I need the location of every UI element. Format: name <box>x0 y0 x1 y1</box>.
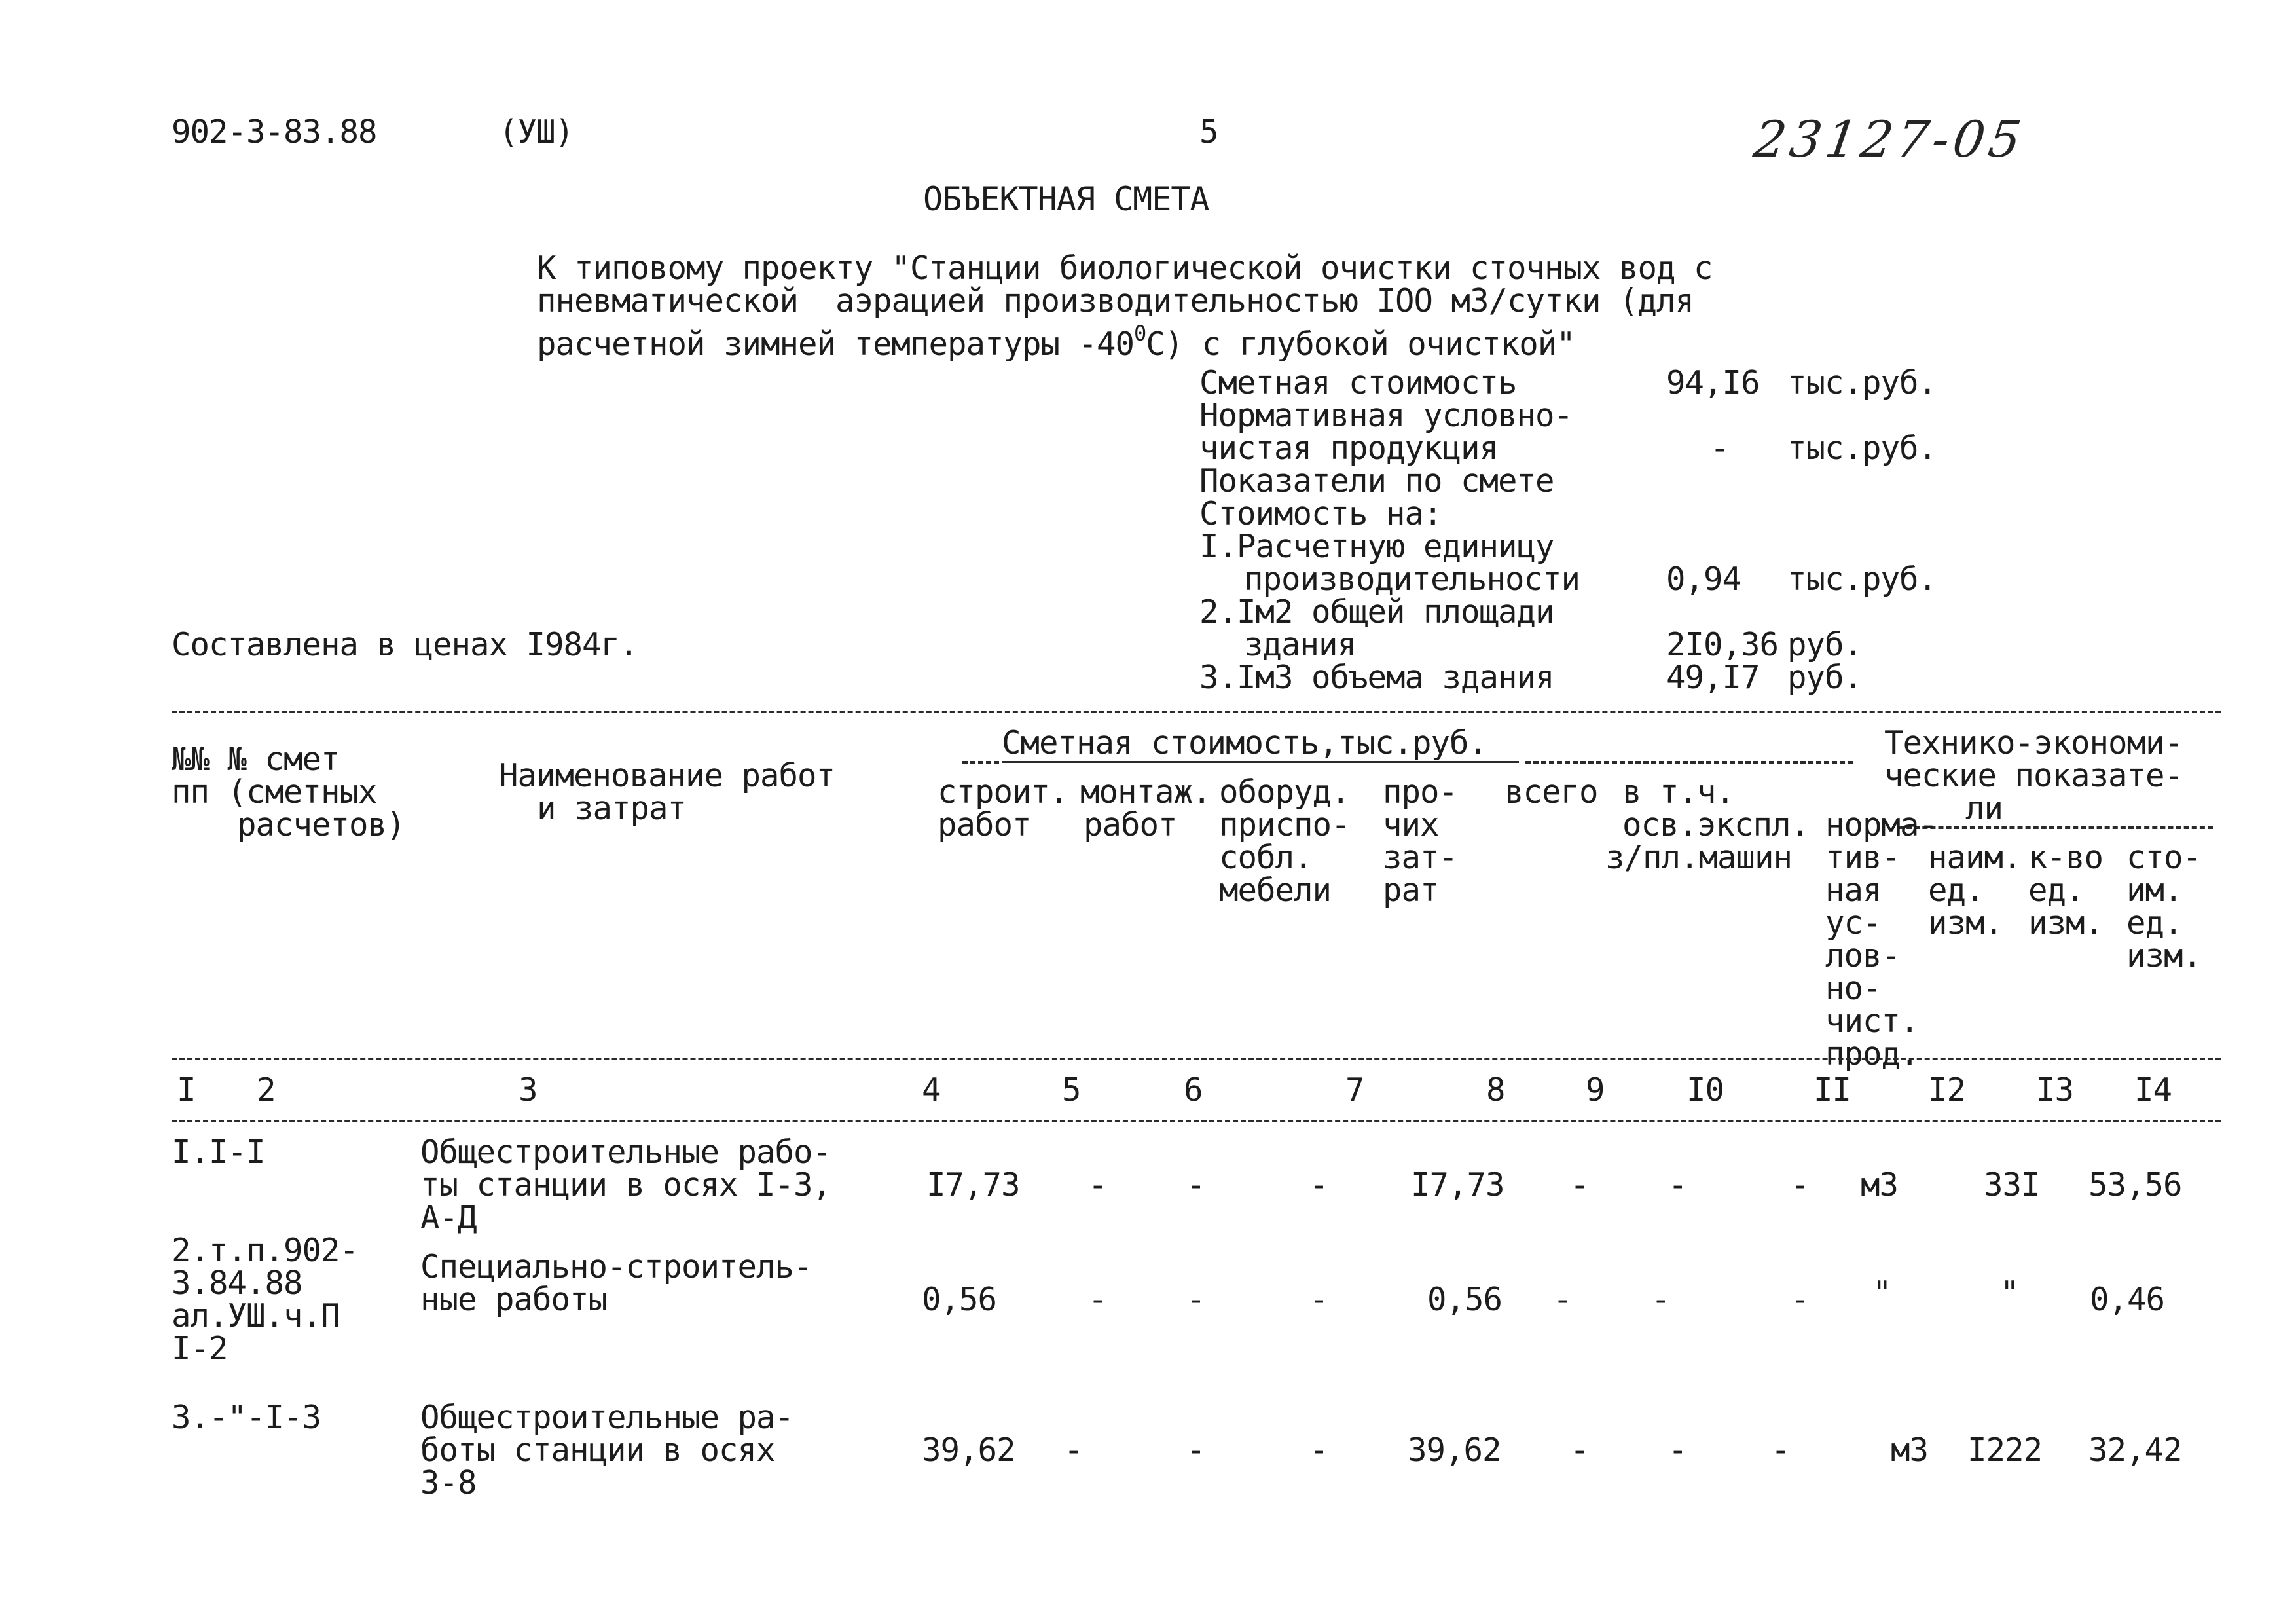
col3-header-line1: Наименование работ <box>499 757 835 794</box>
col1-header-line1: №№ № смет <box>172 741 340 778</box>
document-title: ОБЪЕКТНАЯ СМЕТА <box>923 180 1209 218</box>
col6-header-line4: мебели <box>1219 872 1332 909</box>
col11-header-line7: чист. <box>1825 1003 1919 1040</box>
row1-other-cost: - <box>1309 1166 1328 1204</box>
col9-header-line2: осв.экспл. <box>1622 806 1810 843</box>
item1-label-2: производительности <box>1244 561 1580 598</box>
row2-other-cost: - <box>1309 1281 1328 1318</box>
item1-unit: тыс.руб. <box>1787 561 1937 598</box>
row2-machine-wages: - <box>1553 1281 1572 1318</box>
row3-name-line1: Общестроительные ра- <box>420 1399 794 1436</box>
column-number-10: I0 <box>1686 1071 1724 1109</box>
row2-number-line3: ал.УШ.ч.П <box>172 1297 340 1335</box>
row2-unit-name: " <box>1872 1274 1891 1312</box>
cost-group-underline <box>1002 761 1519 763</box>
col12-header-line3: изм. <box>1928 904 2003 942</box>
row3-machine-wages: - <box>1570 1431 1589 1469</box>
net-value: - <box>1710 430 1729 467</box>
column-number-8: 8 <box>1486 1071 1505 1109</box>
cost-label: Сметная стоимость <box>1199 364 1517 401</box>
row2-equipment-cost: - <box>1186 1281 1205 1318</box>
col1-header-line3: расчетов) <box>237 806 405 843</box>
row3-unit-quantity: I222 <box>1967 1431 2043 1469</box>
row2-number-line1: 2.т.п.902- <box>172 1232 359 1269</box>
tech-group-header-line2: ческие показате- <box>1884 757 2183 794</box>
row1-net-product: - <box>1791 1166 1810 1204</box>
net-unit: тыс.руб. <box>1787 430 1937 467</box>
row1-equipment-cost: - <box>1186 1166 1205 1204</box>
col4-header-line1: строит. <box>938 773 1068 811</box>
item3-label: 3.Iм3 объема здания <box>1199 659 1554 696</box>
row1-unit-name: м3 <box>1861 1166 1899 1204</box>
col14-header-line4: изм. <box>2126 937 2202 974</box>
row2-unit-cost: 0,46 <box>2090 1281 2165 1318</box>
col11-header-line2: тив- <box>1825 839 1901 876</box>
col7-header-line1: про- <box>1383 773 1458 811</box>
col9-header-line1: в т.ч. <box>1622 773 1735 811</box>
col7-header-line4: рат <box>1383 872 1439 909</box>
col12-header-line2: ед. <box>1928 872 1984 909</box>
column-number-9: 9 <box>1586 1071 1605 1109</box>
cost-unit: тыс.руб. <box>1787 364 1937 401</box>
row1-machine-wages: - <box>1570 1166 1589 1204</box>
col8-header: всего <box>1504 773 1598 811</box>
row3-name-line3: 3-8 <box>420 1464 477 1502</box>
page-number: 5 <box>1199 113 1218 151</box>
table-top-divider <box>172 710 2221 713</box>
subject-line-3: расчетной зимней температуры $-40^0С$) с глубокой очисткой" <box>537 321 1575 363</box>
col6-header-line2: приспо- <box>1219 806 1350 843</box>
col11-header-line3: ная <box>1825 872 1882 909</box>
col11-header-line5: лов- <box>1825 937 1901 974</box>
column-number-11: II <box>1813 1071 1851 1109</box>
column-number-6: 6 <box>1184 1071 1203 1109</box>
cost-on-label: Стоимость на: <box>1199 495 1442 532</box>
column-number-13: I3 <box>2036 1071 2074 1109</box>
col11-header-line4: ус- <box>1825 904 1882 942</box>
row3-equipment-cost: - <box>1186 1431 1205 1469</box>
item1-label-1: I.Расчетную единицу <box>1199 528 1554 565</box>
subject-line-2: пневматической аэрацией производительностью IOO м3/сутки (для <box>537 282 1694 320</box>
col11-header-line1: норма- <box>1825 806 1938 843</box>
item2-label-1: 2.Iм2 общей площади <box>1199 593 1554 631</box>
row3-other-cost: - <box>1309 1431 1328 1469</box>
row1-name-line2: ты станции в осях I-3, <box>420 1166 831 1204</box>
handwritten-number: 23127-05 <box>1750 110 2029 168</box>
row2-number-line2: 3.84.88 <box>172 1264 302 1302</box>
row3-installation-cost: - <box>1064 1431 1083 1469</box>
row3-name-line2: боты станции в осях <box>420 1431 775 1469</box>
cost-group-dash-right <box>1525 761 1853 764</box>
row1-number: I.I-I <box>172 1134 265 1171</box>
col1-header-line2: пп (сметных <box>172 773 377 811</box>
col13-header-line1: к-во <box>2028 839 2104 876</box>
col7-header-line2: чих <box>1383 806 1439 843</box>
document-code: 902-3-83.88 <box>172 113 377 151</box>
header-bottom-divider <box>172 1058 2221 1060</box>
column-number-7: 7 <box>1345 1071 1364 1109</box>
item1-value: 0,94 <box>1666 561 1741 598</box>
col13-header-line3: изм. <box>2028 904 2104 942</box>
column-numbers-divider <box>172 1120 2221 1122</box>
album-number: (УШ) <box>499 113 574 151</box>
column-number-1: I <box>177 1071 196 1109</box>
row2-installation-cost: - <box>1088 1281 1107 1318</box>
subject-line-1: К типовому проекту "Станции биологической очистки сточных вод с <box>537 249 1713 287</box>
row2-number-line4: I-2 <box>172 1330 228 1367</box>
row3-unit-name: м3 <box>1891 1431 1929 1469</box>
row3-number: 3.-"-I-3 <box>172 1399 321 1436</box>
row2-unit-quantity: " <box>2000 1274 2019 1312</box>
row1-unit-quantity: 33I <box>1984 1166 2040 1204</box>
col14-header-line2: им. <box>2126 872 2183 909</box>
row3-unit-cost: 32,42 <box>2088 1431 2182 1469</box>
col3-header-line2: и затрат <box>537 790 687 827</box>
item2-label-2: здания <box>1244 626 1357 663</box>
prices-note: Составлена в ценах I984г. <box>172 626 638 663</box>
col4-header-line2: работ <box>938 806 1031 843</box>
indicators-label: Показатели по смете <box>1199 462 1554 500</box>
row1-name-line3: А-Д <box>420 1199 477 1236</box>
column-number-5: 5 <box>1062 1071 1081 1109</box>
row3-total-cost: 39,62 <box>1408 1431 1501 1469</box>
row3-construction-cost: 39,62 <box>922 1431 1015 1469</box>
column-number-3: 3 <box>519 1071 538 1109</box>
tech-group-header-line3: ли <box>1965 790 2003 827</box>
row2-name-line1: Специально-строитель- <box>420 1248 812 1285</box>
row2-col10: - <box>1651 1281 1670 1318</box>
tech-group-header-line1: Технико-экономи- <box>1884 724 2183 762</box>
col6-header-line3: собл. <box>1219 839 1313 876</box>
tech-group-divider <box>1899 826 2213 829</box>
row1-construction-cost: I7,73 <box>926 1166 1020 1204</box>
col11-header-line8: прод. <box>1825 1035 1919 1073</box>
row3-col10: - <box>1668 1431 1687 1469</box>
row2-total-cost: 0,56 <box>1427 1281 1503 1318</box>
col13-header-line2: ед. <box>2028 872 2085 909</box>
row2-net-product: - <box>1791 1281 1810 1318</box>
net-label-1: Нормативная условно- <box>1199 397 1573 434</box>
degree-superscript: 0 <box>1134 321 1146 346</box>
cost-group-dash-left <box>962 761 999 764</box>
col14-header-line1: сто- <box>2126 839 2202 876</box>
row2-name-line2: ные работы <box>420 1281 608 1318</box>
col5-header-line2: работ <box>1084 806 1177 843</box>
col11-header-line6: но- <box>1825 970 1882 1007</box>
row2-construction-cost: 0,56 <box>922 1281 997 1318</box>
column-number-12: I2 <box>1928 1071 1966 1109</box>
column-number-2: 2 <box>257 1071 276 1109</box>
col14-header-line3: ед. <box>2126 904 2183 942</box>
row1-col10: - <box>1668 1166 1687 1204</box>
column-number-14: I4 <box>2134 1071 2172 1109</box>
col9-header-line3: з/пл.машин <box>1605 839 1793 876</box>
row1-installation-cost: - <box>1088 1166 1107 1204</box>
row1-total-cost: I7,73 <box>1411 1166 1504 1204</box>
cost-group-header: Сметная стоимость,тыс.руб. <box>1002 724 1487 762</box>
item2-value: 2I0,36 <box>1666 626 1779 663</box>
cost-value: 94,I6 <box>1666 364 1760 401</box>
col7-header-line3: зат- <box>1383 839 1458 876</box>
column-number-4: 4 <box>922 1071 941 1109</box>
item2-unit: руб. <box>1787 626 1863 663</box>
net-label-2: чистая продукция <box>1199 430 1499 467</box>
item3-value: 49,I7 <box>1666 659 1760 696</box>
col6-header-line1: оборуд. <box>1219 773 1350 811</box>
col12-header-line1: наим. <box>1928 839 2022 876</box>
item3-unit: руб. <box>1787 659 1863 696</box>
col5-header-line1: монтаж. <box>1080 773 1211 811</box>
row1-unit-cost: 53,56 <box>2088 1166 2182 1204</box>
row1-name-line1: Общестроительные рабо- <box>420 1134 831 1171</box>
row3-net-product: - <box>1771 1431 1790 1469</box>
